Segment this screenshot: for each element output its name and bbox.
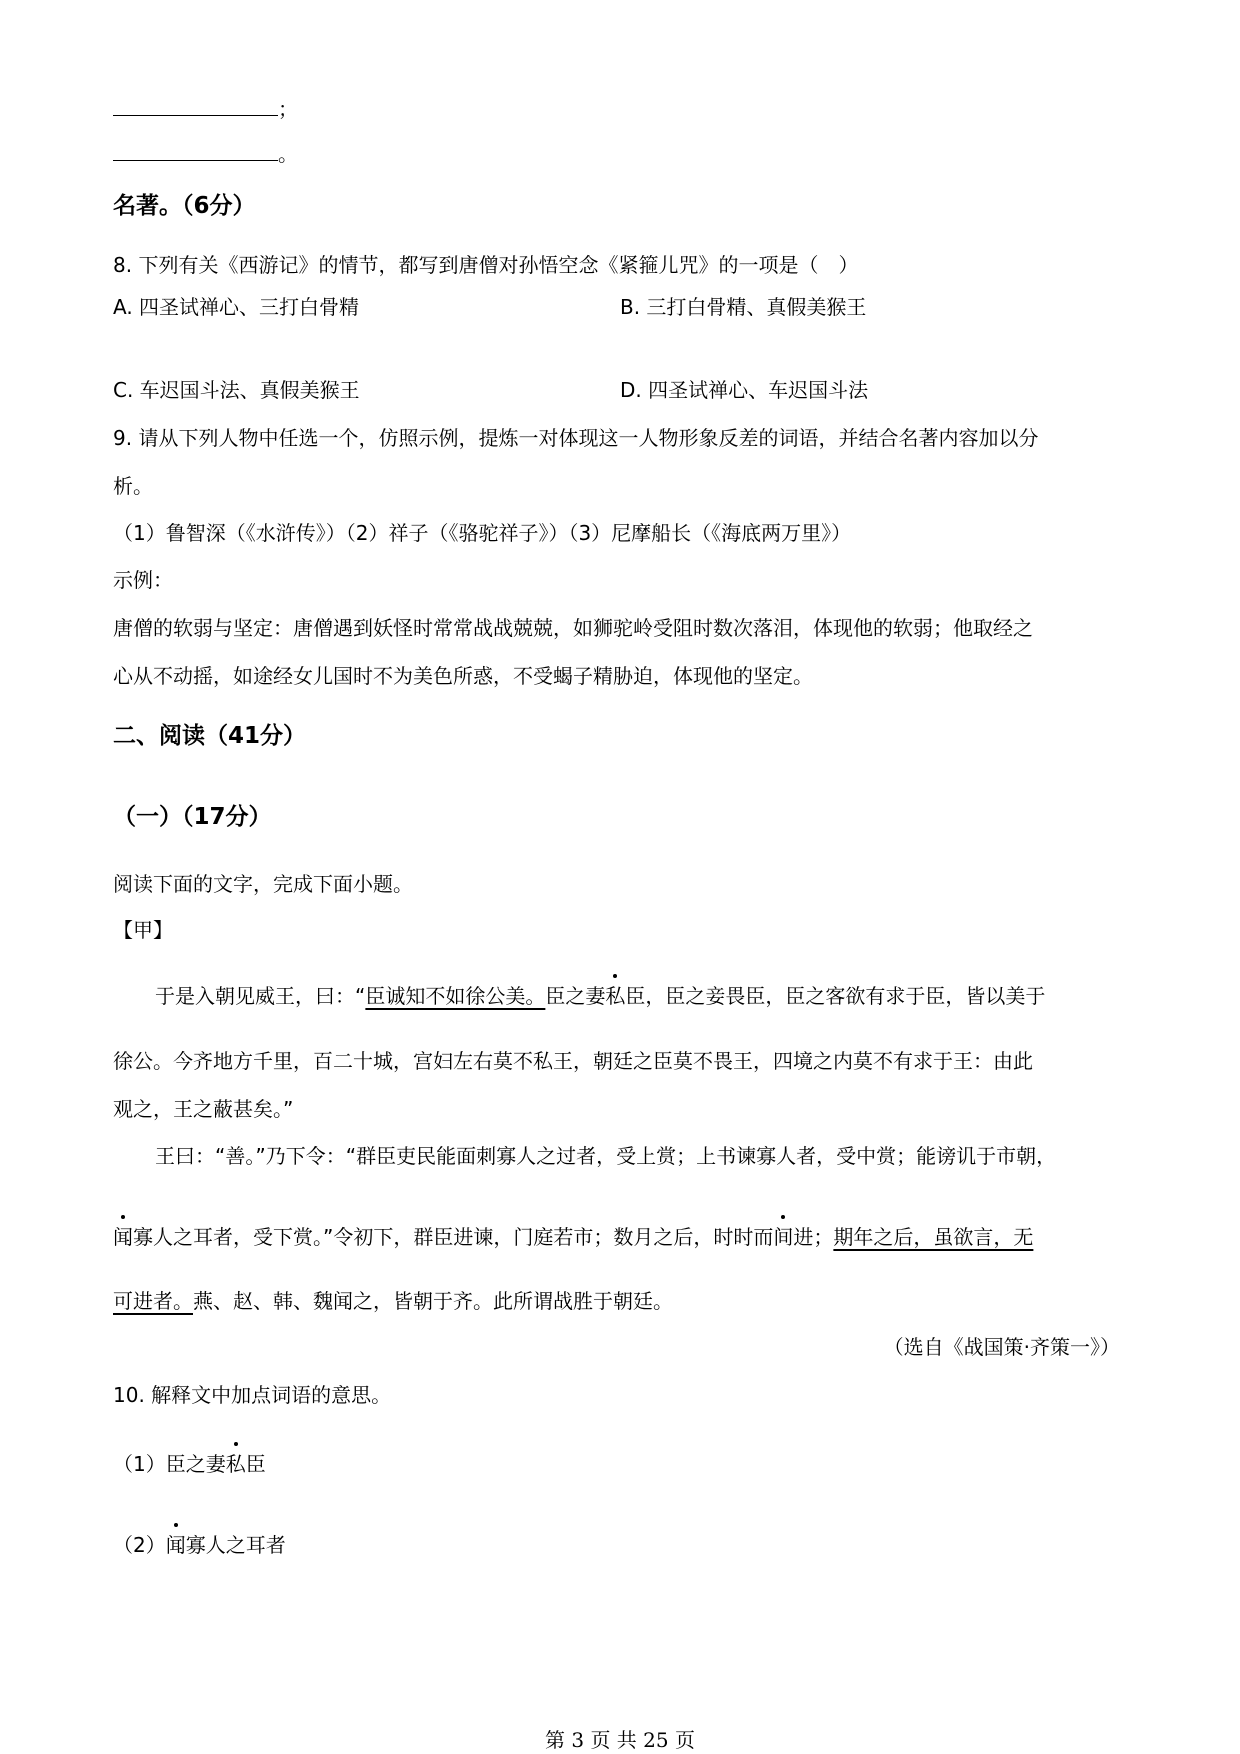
fill-blank[interactable] xyxy=(113,140,278,161)
passage-paragraph-1-line-2: 徐公。今齐地方千里，百二十城，宫妇左右莫不私王，朝廷之臣莫不畏王，四境之内莫不有求于王：由此 xyxy=(113,1049,1033,1073)
question-10-item-2 xyxy=(113,1531,286,1559)
question-10-stem: 10. 解释文中加点词语的意思。 xyxy=(113,1383,392,1407)
text: 臣 xyxy=(245,1452,266,1476)
text: 臣之妻 xyxy=(545,984,606,1008)
text: 燕、赵、韩、魏闻之，皆朝于齐。此所谓战胜于朝廷。 xyxy=(193,1289,673,1313)
text: 于是入朝见威王，曰：“ xyxy=(155,984,366,1008)
question-9-stem-cont: 析。 xyxy=(113,474,153,498)
question-10-item-1 xyxy=(113,1450,266,1478)
underlined-sentence: 可进者。 xyxy=(113,1289,193,1313)
question-9-stem: 9. 请从下列人物中任选一个，仿照示例，提炼一对体现这一人物形象反差的词语，并结合名著内容加以分 xyxy=(113,426,1039,450)
section-heading-reading: 二、阅读（41分） xyxy=(113,723,307,749)
dotted-word: 闻 xyxy=(113,1225,133,1249)
answer-blank-line-1 xyxy=(113,95,298,123)
passage-paragraph-2-line-1: 王曰：“善。”乃下令：“群臣吏民能面刺寡人之过者，受上赏；上书谏寡人者，受中赏；能谤讥于市朝， xyxy=(155,1144,1057,1168)
dotted-word: 间 xyxy=(773,1225,794,1249)
passage-paragraph-2-line-3 xyxy=(113,1287,673,1315)
punctuation: ； xyxy=(278,97,298,121)
dotted-word: 私 xyxy=(605,984,626,1008)
fill-blank[interactable] xyxy=(113,95,278,116)
passage-paragraph-2-line-2 xyxy=(113,1223,1033,1251)
dotted-word: 闻 xyxy=(165,1533,186,1557)
passage-source: （选自《战国策·齐策一》） xyxy=(883,1335,1120,1359)
passage-tag: 【甲】 xyxy=(113,918,173,942)
passage-paragraph-1-line-3: 观之，王之蔽甚矣。” xyxy=(113,1097,294,1121)
example-text-line-2: 心从不动摇，如途经女儿国时不为美色所惑，不受蝎子精胁迫，体现他的坚定。 xyxy=(113,664,813,688)
punctuation: 。 xyxy=(278,142,298,166)
question-9-characters: （1）鲁智深（《水浒传》）（2）祥子（《骆驼祥子》）（3）尼摩船长（《海底两万里》） xyxy=(113,521,852,545)
text: （2） xyxy=(113,1533,166,1557)
reading-instruction: 阅读下面的文字，完成下面小题。 xyxy=(113,872,413,896)
section-heading-mingzhu: 名著。（6分） xyxy=(113,193,256,219)
text: （1）臣之妻 xyxy=(113,1452,226,1476)
example-label: 示例： xyxy=(113,568,173,592)
q8-option-b[interactable]: B. 三打白骨精、真假美猴王 xyxy=(620,295,867,319)
text: 进； xyxy=(793,1225,834,1249)
q8-option-a[interactable]: A. 四圣试禅心、三打白骨精 xyxy=(113,295,360,319)
text: 臣，臣之妾畏臣，臣之客欲有求于臣，皆以美于 xyxy=(625,984,1046,1008)
page-footer: 第 3 页 共 25 页 xyxy=(545,1728,695,1752)
underlined-sentence: 期年之后，虽欲言，无 xyxy=(833,1225,1034,1249)
subsection-heading-1: （一）（17分） xyxy=(113,804,272,830)
q8-option-d[interactable]: D. 四圣试禅心、车迟国斗法 xyxy=(620,378,869,402)
example-text-line-1: 唐僧的软弱与坚定：唐僧遇到妖怪时常常战战兢兢，如狮驼岭受阻时数次落泪，体现他的软弱；他取经之 xyxy=(113,616,1033,640)
answer-blank-line-2 xyxy=(113,140,298,168)
passage-paragraph-1-line-1 xyxy=(155,982,1045,1010)
text: 寡人之耳者 xyxy=(185,1533,286,1557)
dotted-word: 私 xyxy=(225,1452,246,1476)
q8-option-c[interactable]: C. 车迟国斗法、真假美猴王 xyxy=(113,378,360,402)
question-8-stem: 8. 下列有关《西游记》的情节，都写到唐僧对孙悟空念《紧箍儿咒》的一项是（ ） xyxy=(113,253,859,277)
underlined-sentence: 臣诚知不如徐公美。 xyxy=(365,984,546,1008)
text: 寡人之耳者，受下赏。”令初下，群臣进谏，门庭若市；数月之后，时时而 xyxy=(133,1225,774,1249)
